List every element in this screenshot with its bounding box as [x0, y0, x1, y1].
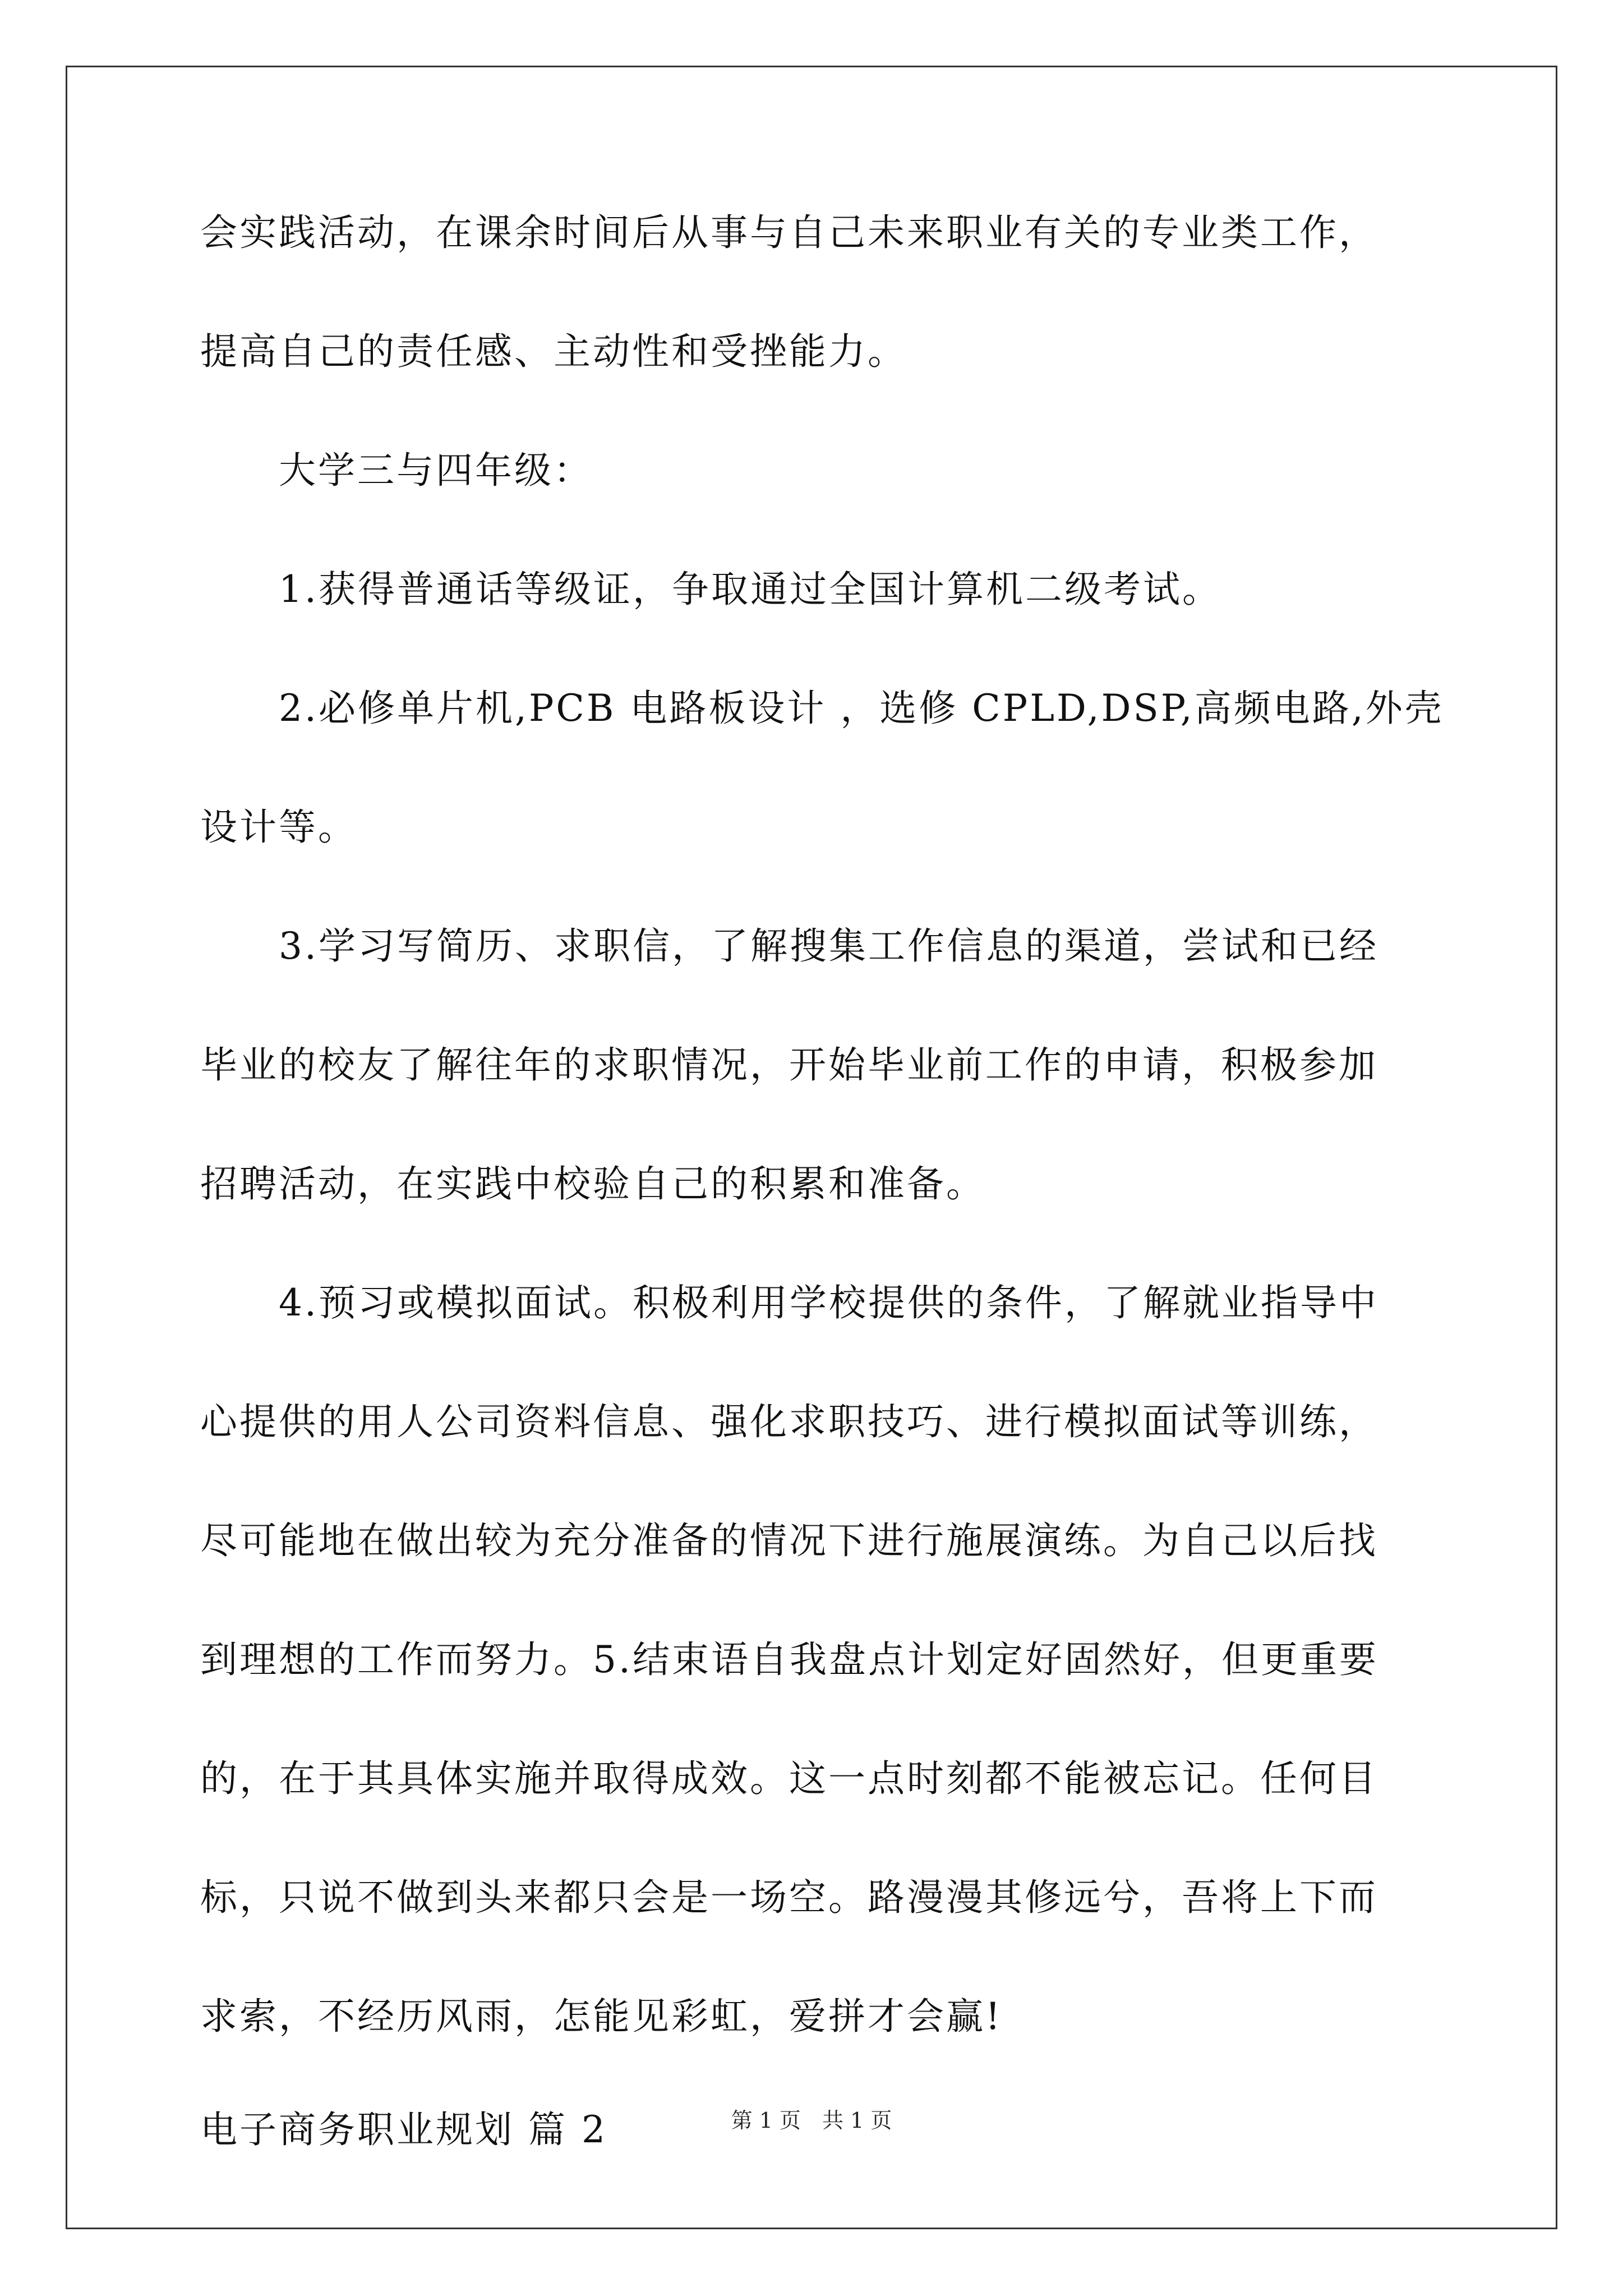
text-line: 招聘活动，在实践中校验自己的积累和准备。: [200, 1162, 985, 1205]
text-line: 到理想的工作而努力。5.结束语自我盘点计划定好固然好，但更重要: [200, 1638, 1378, 1681]
text-line: 设计等。: [200, 806, 357, 849]
text-line: 提高自己的责任感、主动性和受挫能力。: [200, 330, 907, 373]
text-line: 标，只说不做到头来都只会是一场空。路漫漫其修远兮，吾将上下而: [200, 1876, 1378, 1919]
text-line: 3.学习写简历、求职信，了解搜集工作信息的渠道，尝试和已经: [279, 924, 1378, 968]
page-footer: 第 1 页 共 1 页: [731, 2108, 892, 2133]
text-line: 大学三与四年级：: [279, 449, 593, 492]
text-line: 2.必修单片机,PCB 电路板设计 ，选修 CPLD,DSP,高频电路,外壳: [279, 687, 1444, 730]
text-line: 尽可能地在做出较为充分准备的情况下进行施展演练。为自己以后找: [200, 1519, 1378, 1562]
text-line: 求索，不经历风雨，怎能见彩虹，爱拼才会赢!: [200, 1995, 1003, 2038]
section-heading: 电子商务职业规划 篇 2: [200, 2108, 607, 2151]
text-line: 的，在于其具体实施并取得成效。这一点时刻都不能被忘记。任何目: [200, 1757, 1378, 1800]
text-line: 4.预习或模拟面试。积极利用学校提供的条件，了解就业指导中: [279, 1281, 1378, 1324]
text-line: 1.获得普通话等级证，争取通过全国计算机二级考试。: [279, 568, 1221, 611]
text-line: 会实践活动，在课余时间后从事与自己未来职业有关的专业类工作，: [200, 211, 1378, 254]
text-line: 心提供的用人公司资料信息、强化求职技巧、进行模拟面试等训练，: [200, 1400, 1378, 1443]
text-line: 毕业的校友了解往年的求职情况，开始毕业前工作的申请，积极参加: [200, 1043, 1378, 1087]
